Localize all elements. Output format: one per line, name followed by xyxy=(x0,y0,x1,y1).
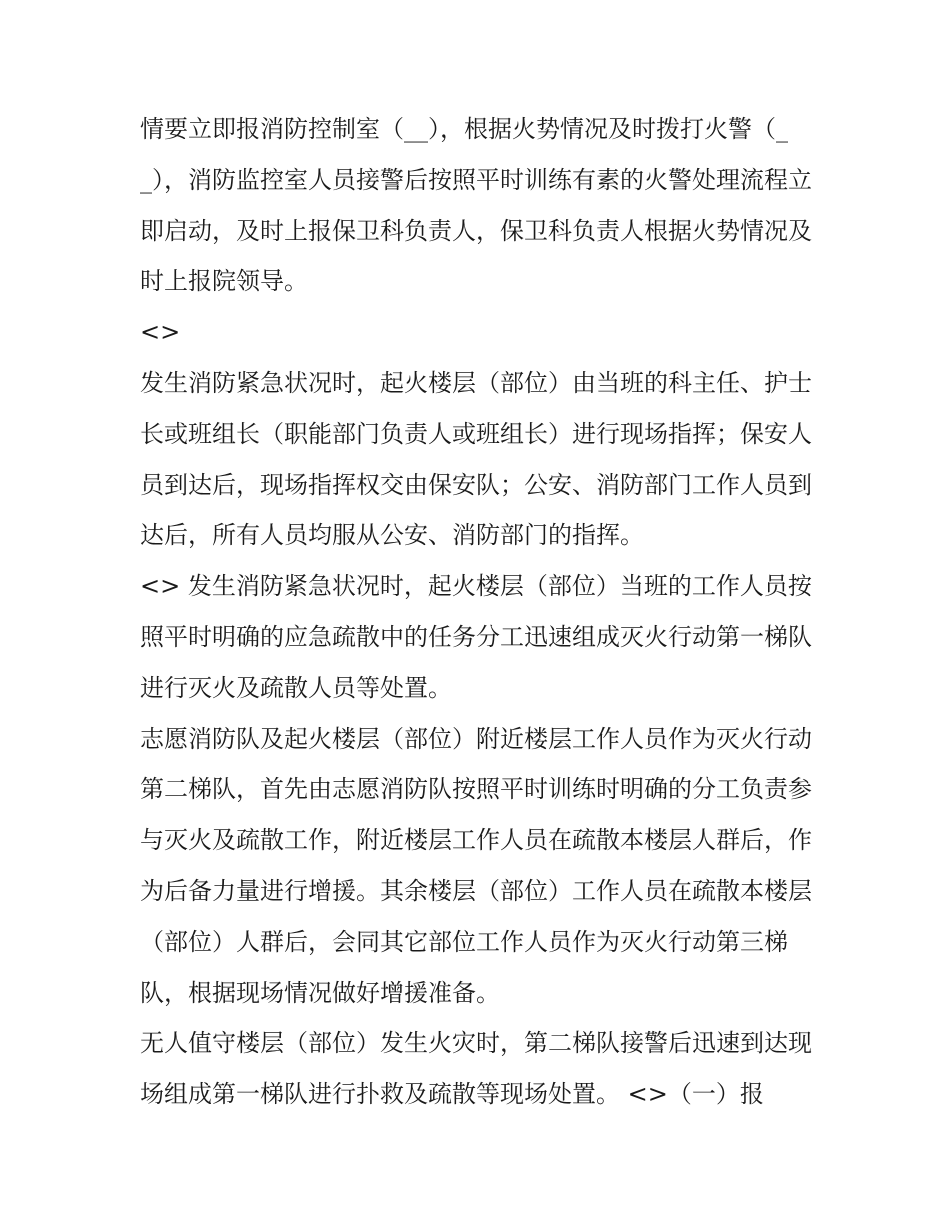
paragraph-fire-alarm-report: 情要立即报消防控制室（__），根据火势情况及时拨打火警（__），消防监控室人员接警后按照平时训练有素的火警处理流程立即启动，及时上报保卫科负责人，保卫科负责人根据火势情况及时上报院领导。 xyxy=(140,115,812,296)
paragraph-on-site-command: 发生消防紧急状况时，起火楼层（部位）由当班的科主任、护士长或班组长（职能部门负责人或班组长）进行现场指挥；保安人员到达后，现场指挥权交由保安队；公安、消防部门工作人员到达后，所有人员均服从公安、消防部门的指挥。 xyxy=(140,368,812,550)
document-body xyxy=(140,104,812,1120)
paragraph-first-echelon: <> 发生消防紧急状况时，起火楼层（部位）当班的工作人员按照平时明确的应急疏散中的任务分工迅速组成灭火行动第一梯队进行灭火及疏散人员等处置。 xyxy=(140,572,812,702)
paragraph-marker: <> xyxy=(140,318,181,347)
paragraph-unattended-floor: 无人值守楼层（部位）发生火灾时，第二梯队接警后迅速到达现场组成第一梯队进行扑救及疏散等现场处置。 <>（一）报 xyxy=(140,1029,812,1109)
paragraph-second-third-echelon: 志愿消防队及起火楼层（部位）附近楼层工作人员作为灭火行动第二梯队，首先由志愿消防队按照平时训练时明确的分工负责参与灭火及疏散工作，附近楼层工作人员在疏散本楼层人群后，作为后备力量进行增援。其余楼层（部位）工作人员在疏散本楼层（部位）人群后，会同其它部位工作人员作为灭火行动第三梯队，根据现场情况做好增援准备。 xyxy=(140,724,812,1007)
